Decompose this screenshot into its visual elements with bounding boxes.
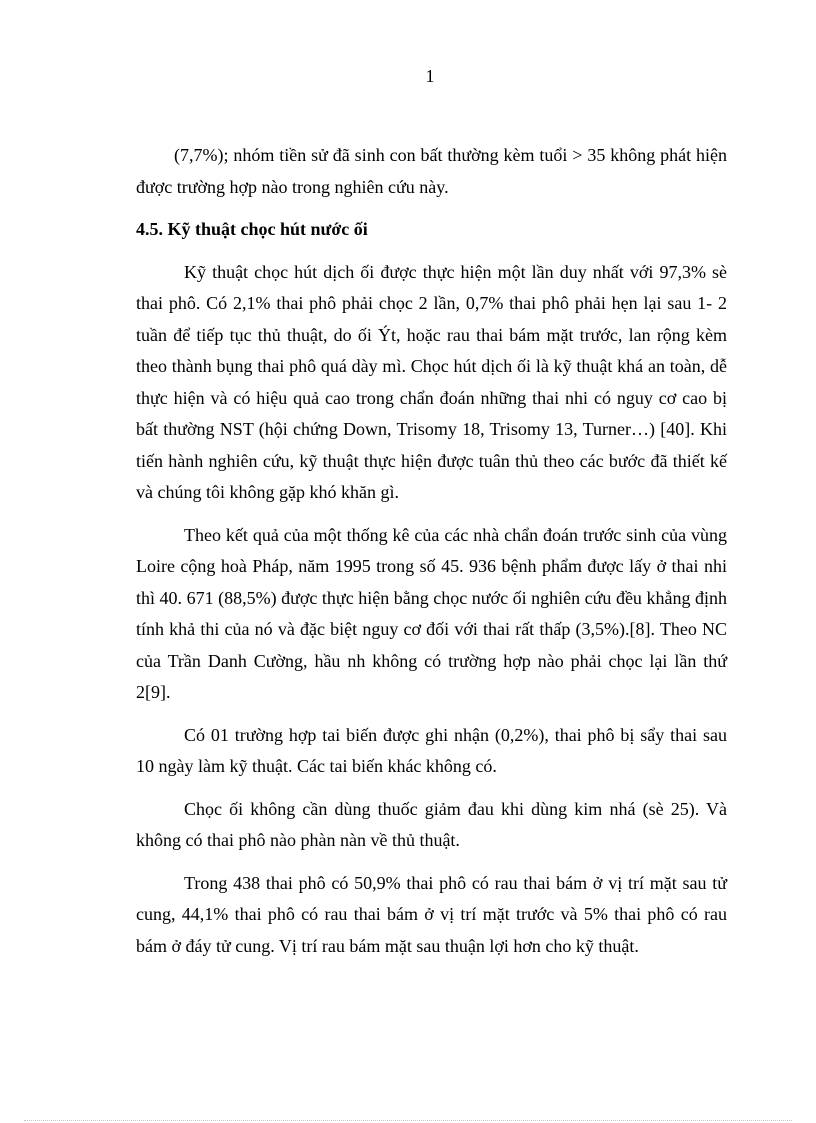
paragraph-complications: Có 01 trường hợp tai biến được ghi nhận (0,2%), thai phô bị sẩy thai sau 10 ngày làm kỹ thuật. Các tai biến khác không có. — [136, 724, 727, 776]
paragraph-anesthesia: Chọc ối không cần dùng thuốc giảm đau khi dùng kim nhá (sè 25). Và không có thai phô nào phàn nàn về thủ thuật. — [136, 798, 727, 850]
page-bottom-divider — [24, 1120, 792, 1121]
document-body — [136, 140, 727, 973]
paragraph-statistics: Theo kết quả của một thống kê của các nhà chẩn đoán trước sinh của vùng Loire cộng hoà Pháp, năm 1995 trong số 45. 936 bệnh phẩm được lấy ở thai nhi thì 40. 671 (88,5%) được thực hiện bằng chọc nước ối nghiên cứu đều khẳng định tính khả thi của nó và đặc biệt nguy cơ đối với thai rất thấp (3,5%).[8]. Theo NC của Trần Danh Cường, hầu nh không có trường hợp nào phải chọc lại lần thứ 2[9]. — [136, 524, 727, 702]
paragraph-placenta: Trong 438 thai phô có 50,9% thai phô có rau thai bám ở vị trí mặt sau tử cung, 44,1% thai phô có rau thai bám ở vị trí mặt trước và 5% thai phô có rau bám ở đáy tử cung. Vị trí rau bám mặt sau thuận lợi hơn cho kỹ thuật. — [136, 872, 727, 956]
section-heading: 4.5. Kỹ thuật chọc hút nước ối — [136, 219, 368, 239]
paragraph-continuation: (7,7%); nhóm tiền sử đã sinh con bất thường kèm tuổi > 35 không phát hiện được trường hợp nào trong nghiên cứu này. — [136, 145, 727, 197]
page-number: 1 — [425, 66, 435, 86]
paragraph-technique: Kỹ thuật chọc hút dịch ối được thực hiện một lần duy nhất với 97,3% sè thai phô. Có 2,1% thai phô phải chọc 2 lần, 0,7% thai phô phải hẹn lại sau 1- 2 tuần để tiếp tục thủ thuật, do ối Ýt, hoặc rau thai bám mặt trước, lan rộng kèm theo thành bụng thai phô quá dày mì. Chọc hút dịch ối là kỹ thuật khá an toàn, dễ thực hiện và có hiệu quả cao trong chẩn đoán những thai nhi có nguy cơ cao bị bất thường NST (hội chứng Down, Trisomy 18, Trisomy 13, Turner…) [40]. Khi tiến hành nghiên cứu, kỹ thuật thực hiện được tuân thủ theo các bước đã thiết kế và chúng tôi không gặp khó khăn gì. — [136, 261, 727, 502]
